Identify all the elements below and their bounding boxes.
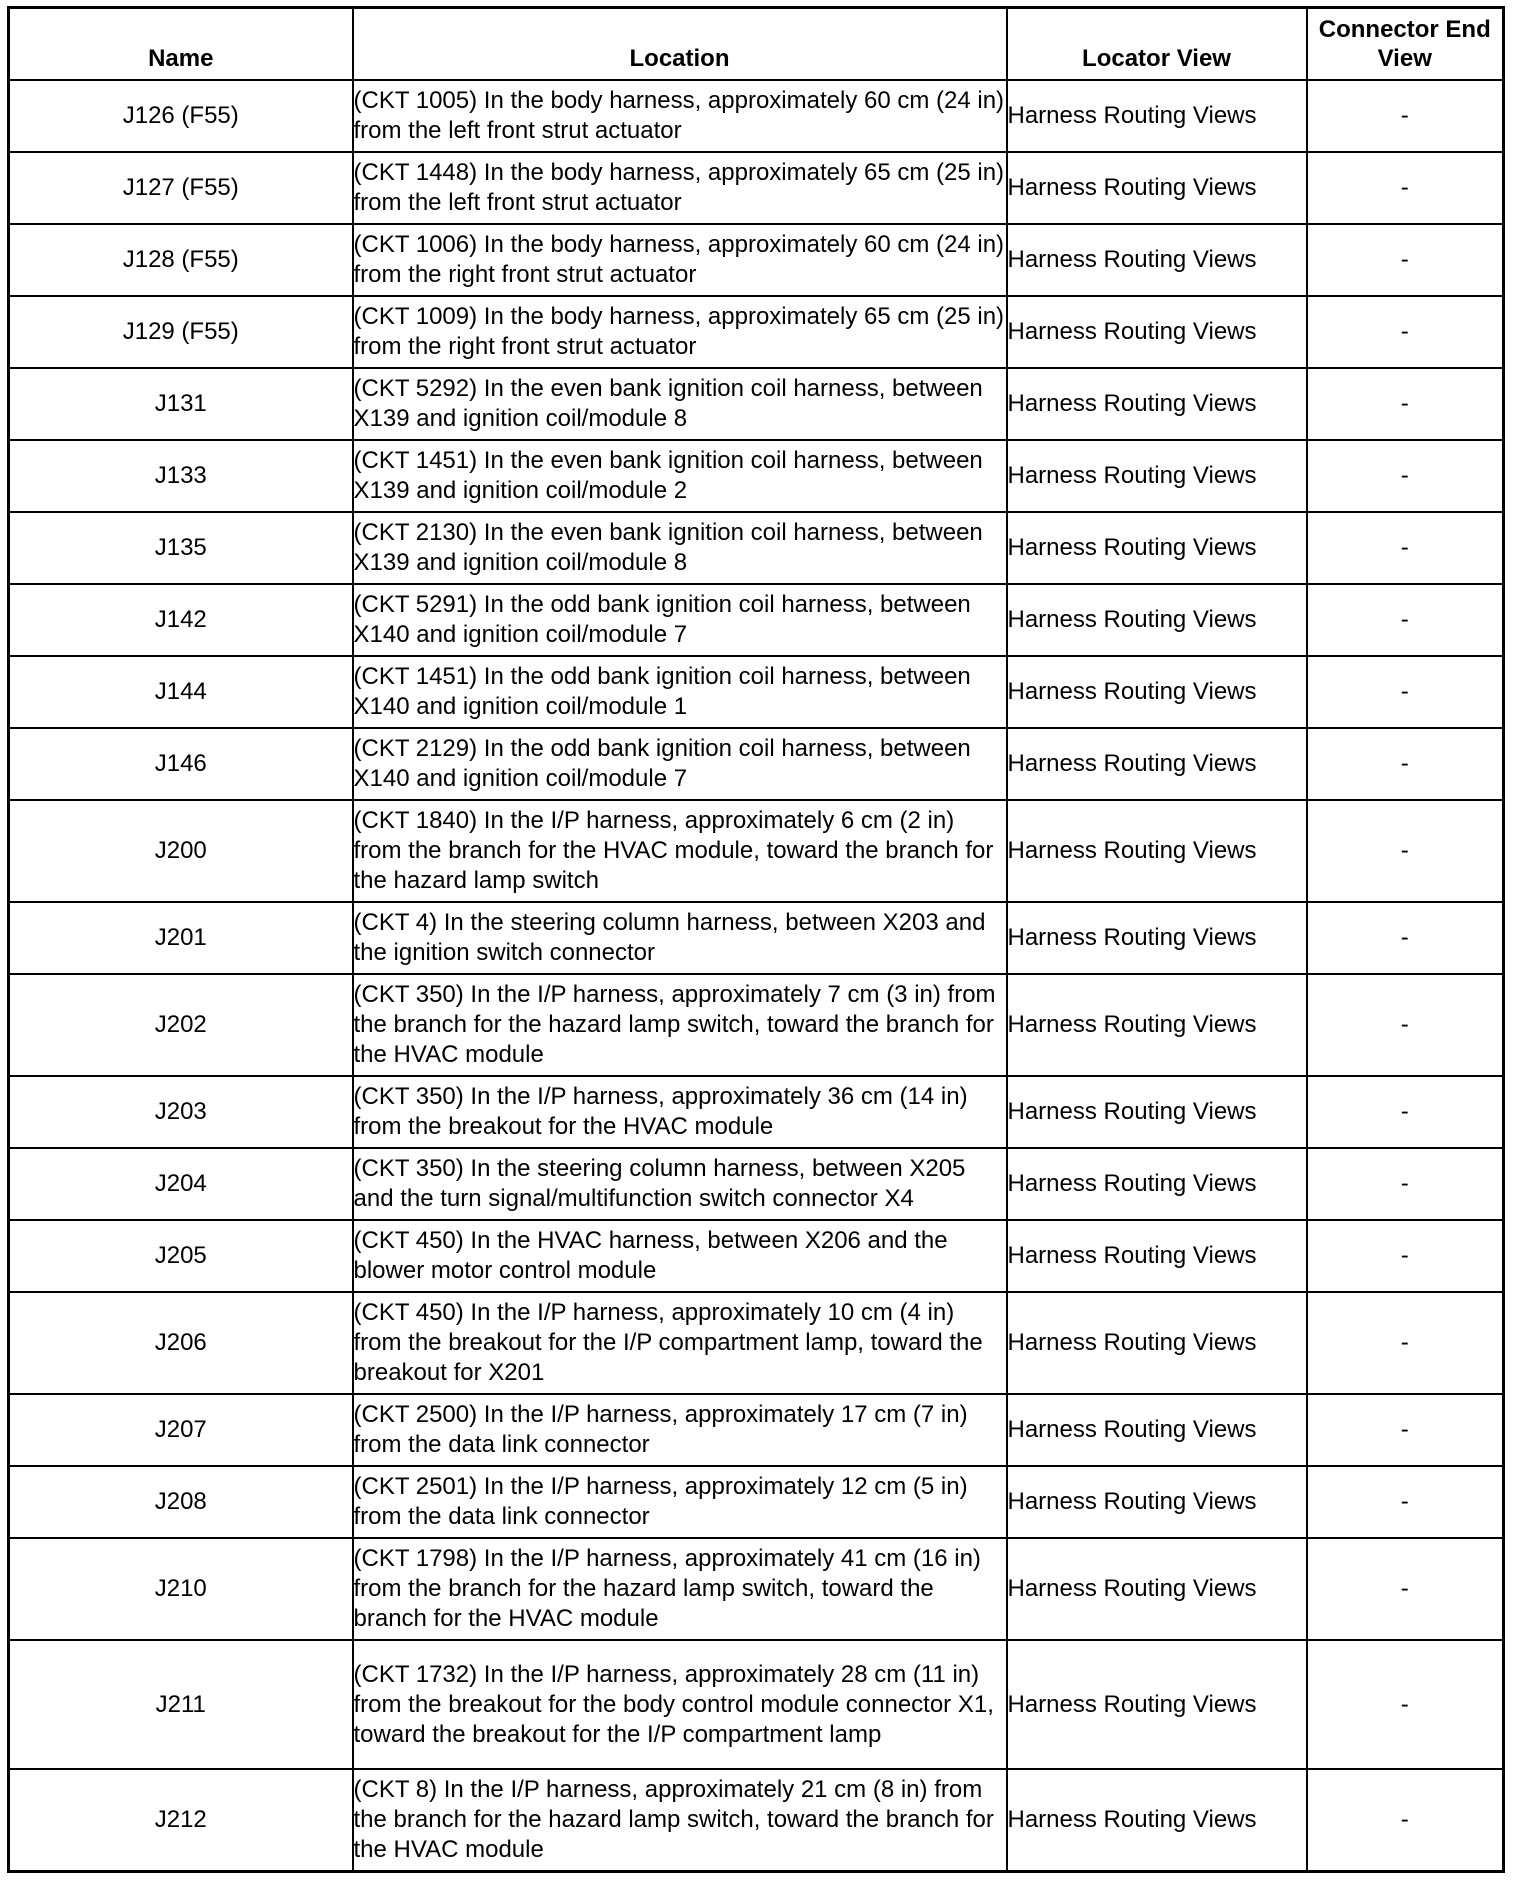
table-row: [9, 296, 1504, 368]
table-row: [9, 656, 1504, 728]
table-body: [9, 80, 1504, 1872]
cell-location: (CKT 350) In the I/P harness, approximately 7 cm (3 in) from the branch for the hazard lamp switch, toward the branch for the HVAC module: [353, 974, 1007, 1076]
header-location: Location: [353, 8, 1007, 81]
cell-connector-end-view: -: [1307, 1292, 1504, 1394]
cell-name: J135: [9, 512, 353, 584]
table-header: [9, 8, 1504, 81]
cell-location: (CKT 8) In the I/P harness, approximately 21 cm (8 in) from the branch for the hazard lamp switch, toward the branch for the HVAC module: [353, 1769, 1007, 1872]
cell-locator-view: Harness Routing Views: [1007, 656, 1307, 728]
cell-connector-end-view: -: [1307, 152, 1504, 224]
cell-name: J127 (F55): [9, 152, 353, 224]
cell-location: (CKT 1732) In the I/P harness, approximately 28 cm (11 in) from the breakout for the body control module connector X1, toward the breakout for the I/P compartment lamp: [353, 1640, 1007, 1769]
cell-locator-view: Harness Routing Views: [1007, 728, 1307, 800]
cell-locator-view: Harness Routing Views: [1007, 584, 1307, 656]
cell-connector-end-view: -: [1307, 368, 1504, 440]
cell-location: (CKT 450) In the I/P harness, approximately 10 cm (4 in) from the breakout for the I/P compartment lamp, toward the breakout for X201: [353, 1292, 1007, 1394]
cell-locator-view: Harness Routing Views: [1007, 1148, 1307, 1220]
cell-connector-end-view: -: [1307, 1640, 1504, 1769]
cell-connector-end-view: -: [1307, 1466, 1504, 1538]
cell-location: (CKT 1005) In the body harness, approximately 60 cm (24 in) from the left front strut actuator: [353, 80, 1007, 152]
table-row: [9, 224, 1504, 296]
cell-connector-end-view: -: [1307, 224, 1504, 296]
cell-name: J146: [9, 728, 353, 800]
cell-name: J207: [9, 1394, 353, 1466]
cell-locator-view: Harness Routing Views: [1007, 1292, 1307, 1394]
cell-connector-end-view: -: [1307, 1220, 1504, 1292]
table-row: [9, 1394, 1504, 1466]
cell-locator-view: Harness Routing Views: [1007, 974, 1307, 1076]
header-locator-view: Locator View: [1007, 8, 1307, 81]
cell-connector-end-view: -: [1307, 584, 1504, 656]
cell-connector-end-view: -: [1307, 1769, 1504, 1872]
table-row: [9, 728, 1504, 800]
cell-locator-view: Harness Routing Views: [1007, 512, 1307, 584]
cell-connector-end-view: -: [1307, 1148, 1504, 1220]
cell-connector-end-view: -: [1307, 512, 1504, 584]
cell-connector-end-view: -: [1307, 974, 1504, 1076]
cell-location: (CKT 1451) In the even bank ignition coil harness, between X139 and ignition coil/module 2: [353, 440, 1007, 512]
cell-location: (CKT 2129) In the odd bank ignition coil harness, between X140 and ignition coil/module 7: [353, 728, 1007, 800]
cell-location: (CKT 1448) In the body harness, approximately 65 cm (25 in) from the left front strut actuator: [353, 152, 1007, 224]
header-row: [9, 8, 1504, 81]
splice-location-table: [7, 6, 1505, 1873]
cell-location: (CKT 350) In the steering column harness, between X205 and the turn signal/multifunction switch connector X4: [353, 1148, 1007, 1220]
cell-name: J201: [9, 902, 353, 974]
table-row: [9, 1538, 1504, 1640]
cell-locator-view: Harness Routing Views: [1007, 1538, 1307, 1640]
cell-locator-view: Harness Routing Views: [1007, 296, 1307, 368]
cell-connector-end-view: -: [1307, 80, 1504, 152]
cell-name: J204: [9, 1148, 353, 1220]
cell-name: J205: [9, 1220, 353, 1292]
cell-location: (CKT 5291) In the odd bank ignition coil harness, between X140 and ignition coil/module 7: [353, 584, 1007, 656]
cell-connector-end-view: -: [1307, 1076, 1504, 1148]
cell-locator-view: Harness Routing Views: [1007, 1466, 1307, 1538]
header-connector-end-view: Connector End View: [1307, 8, 1504, 81]
table-row: [9, 80, 1504, 152]
cell-connector-end-view: -: [1307, 800, 1504, 902]
cell-connector-end-view: -: [1307, 902, 1504, 974]
table-row: [9, 152, 1504, 224]
table-row: [9, 1076, 1504, 1148]
cell-connector-end-view: -: [1307, 656, 1504, 728]
cell-location: (CKT 1006) In the body harness, approximately 60 cm (24 in) from the right front strut actuator: [353, 224, 1007, 296]
table-row: [9, 902, 1504, 974]
cell-location: (CKT 2501) In the I/P harness, approximately 12 cm (5 in) from the data link connector: [353, 1466, 1007, 1538]
cell-connector-end-view: -: [1307, 296, 1504, 368]
cell-name: J200: [9, 800, 353, 902]
cell-location: (CKT 1840) In the I/P harness, approximately 6 cm (2 in) from the branch for the HVAC module, toward the branch for the hazard lamp switch: [353, 800, 1007, 902]
table-row: [9, 1148, 1504, 1220]
cell-locator-view: Harness Routing Views: [1007, 152, 1307, 224]
cell-locator-view: Harness Routing Views: [1007, 80, 1307, 152]
cell-name: J203: [9, 1076, 353, 1148]
table-row: [9, 1640, 1504, 1769]
cell-connector-end-view: -: [1307, 440, 1504, 512]
header-name: Name: [9, 8, 353, 81]
cell-location: (CKT 4) In the steering column harness, between X203 and the ignition switch connector: [353, 902, 1007, 974]
cell-name: J129 (F55): [9, 296, 353, 368]
cell-name: J133: [9, 440, 353, 512]
cell-locator-view: Harness Routing Views: [1007, 1394, 1307, 1466]
table-row: [9, 974, 1504, 1076]
cell-location: (CKT 350) In the I/P harness, approximately 36 cm (14 in) from the breakout for the HVAC module: [353, 1076, 1007, 1148]
cell-name: J210: [9, 1538, 353, 1640]
cell-name: J126 (F55): [9, 80, 353, 152]
cell-connector-end-view: -: [1307, 728, 1504, 800]
cell-name: J202: [9, 974, 353, 1076]
cell-location: (CKT 2500) In the I/P harness, approximately 17 cm (7 in) from the data link connector: [353, 1394, 1007, 1466]
cell-locator-view: Harness Routing Views: [1007, 1640, 1307, 1769]
cell-locator-view: Harness Routing Views: [1007, 224, 1307, 296]
cell-location: (CKT 450) In the HVAC harness, between X206 and the blower motor control module: [353, 1220, 1007, 1292]
table-row: [9, 1220, 1504, 1292]
table-row: [9, 440, 1504, 512]
cell-name: J212: [9, 1769, 353, 1872]
cell-name: J142: [9, 584, 353, 656]
cell-location: (CKT 1009) In the body harness, approximately 65 cm (25 in) from the right front strut actuator: [353, 296, 1007, 368]
cell-locator-view: Harness Routing Views: [1007, 1076, 1307, 1148]
cell-name: J211: [9, 1640, 353, 1769]
table-row: [9, 512, 1504, 584]
cell-locator-view: Harness Routing Views: [1007, 902, 1307, 974]
table-row: [9, 1769, 1504, 1872]
cell-name: J208: [9, 1466, 353, 1538]
cell-location: (CKT 1451) In the odd bank ignition coil harness, between X140 and ignition coil/module 1: [353, 656, 1007, 728]
cell-locator-view: Harness Routing Views: [1007, 1769, 1307, 1872]
cell-locator-view: Harness Routing Views: [1007, 440, 1307, 512]
table-row: [9, 584, 1504, 656]
cell-name: J131: [9, 368, 353, 440]
table-row: [9, 1466, 1504, 1538]
table-row: [9, 1292, 1504, 1394]
cell-locator-view: Harness Routing Views: [1007, 368, 1307, 440]
cell-location: (CKT 2130) In the even bank ignition coil harness, between X139 and ignition coil/module 8: [353, 512, 1007, 584]
cell-name: J206: [9, 1292, 353, 1394]
table-row: [9, 800, 1504, 902]
cell-locator-view: Harness Routing Views: [1007, 800, 1307, 902]
cell-name: J144: [9, 656, 353, 728]
cell-locator-view: Harness Routing Views: [1007, 1220, 1307, 1292]
cell-name: J128 (F55): [9, 224, 353, 296]
cell-connector-end-view: -: [1307, 1394, 1504, 1466]
table-row: [9, 368, 1504, 440]
cell-location: (CKT 5292) In the even bank ignition coil harness, between X139 and ignition coil/module 8: [353, 368, 1007, 440]
cell-connector-end-view: -: [1307, 1538, 1504, 1640]
cell-location: (CKT 1798) In the I/P harness, approximately 41 cm (16 in) from the branch for the hazard lamp switch, toward the branch for the HVAC module: [353, 1538, 1007, 1640]
